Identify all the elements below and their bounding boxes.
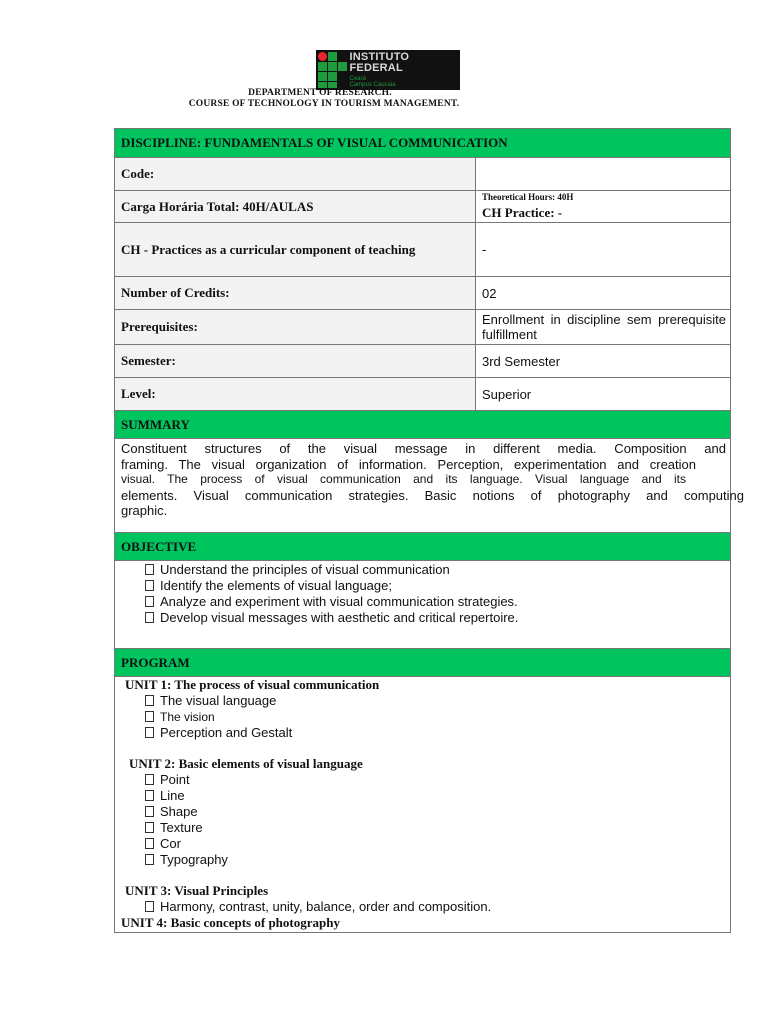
course-heading: COURSE OF TECHNOLOGY IN TOURISM MANAGEMENT. xyxy=(188,99,460,109)
bullet-box-icon xyxy=(145,822,154,833)
unit-1-title: UNIT 1: The process of visual communication xyxy=(125,677,380,692)
level-row xyxy=(115,378,730,411)
prerequisites-value: Enrollment in discipline sem prerequisite fulfillment xyxy=(482,312,726,342)
code-label: Code: xyxy=(115,158,476,190)
objective-item: Analyze and experiment with visual communication strategies. xyxy=(115,594,730,610)
summary-line: framing. The visual organization of information. Perception, experimentation and creation xyxy=(121,456,696,472)
ch-practices-value: - xyxy=(482,242,487,257)
objective-heading: OBJECTIVE xyxy=(121,539,197,554)
credits-label: Number of Credits: xyxy=(115,277,476,309)
summary-line: visual. The process of visual communication and its language. Visual language and its xyxy=(121,472,686,486)
summary-line: elements. Visual communication strategies. Basic notions of photography and computing xyxy=(121,487,744,503)
summary-line: Constituent structures of the visual message in different media. Composition and xyxy=(121,441,726,456)
unit-3-item: Harmony, contrast, unity, balance, order and composition. xyxy=(115,899,730,915)
prerequisites-row xyxy=(115,310,730,345)
unit-2-item: Typography xyxy=(115,852,730,868)
bullet-box-icon xyxy=(145,596,154,607)
summary-heading-row xyxy=(115,411,730,439)
objective-item: Understand the principles of visual communication xyxy=(115,562,730,578)
bullet-box-icon xyxy=(145,612,154,623)
summary-line: graphic. xyxy=(121,503,168,518)
unit-2-item: Line xyxy=(115,788,730,804)
logo-title: INSTITUTO FEDERAL xyxy=(349,51,410,74)
semester-label: Semester: xyxy=(115,345,476,377)
prerequisites-label: Prerequisites: xyxy=(115,310,476,344)
code-row xyxy=(115,158,730,191)
unit-2-item: Shape xyxy=(115,804,730,820)
program-heading: PROGRAM xyxy=(121,655,190,670)
discipline-title: DISCIPLINE: FUNDAMENTALS OF VISUAL COMMUNICATION xyxy=(121,135,508,150)
code-value xyxy=(476,158,730,190)
objective-heading-row xyxy=(115,533,730,561)
logo-subtitle-campus: Campus Caucaia xyxy=(349,82,396,88)
logo-grid-icon xyxy=(318,52,347,88)
bullet-box-icon xyxy=(145,901,154,912)
ch-practice: CH Practice: - xyxy=(482,205,563,220)
level-value: Superior xyxy=(482,386,532,402)
institute-logo xyxy=(316,50,460,90)
summary-content xyxy=(115,439,744,533)
program-content xyxy=(115,677,730,932)
bullet-box-icon xyxy=(145,838,154,849)
unit-1-item: The vision xyxy=(115,709,730,725)
bullet-box-icon xyxy=(145,774,154,785)
ch-practices-label: CH - Practices as a curricular component of teaching xyxy=(115,223,476,276)
unit-1-item: Perception and Gestalt xyxy=(115,725,730,741)
objective-item: Identify the elements of visual language; xyxy=(115,578,730,594)
unit-3-title: UNIT 3: Visual Principles xyxy=(125,883,269,898)
objective-content xyxy=(115,561,730,649)
discipline-row xyxy=(115,129,730,158)
ch-total-row xyxy=(115,191,730,223)
semester-value: 3rd Semester xyxy=(482,353,561,369)
semester-row xyxy=(115,345,730,378)
theoretical-hours: Theoretical Hours: 40H xyxy=(482,192,574,202)
unit-2-title: UNIT 2: Basic elements of visual language xyxy=(129,756,363,771)
unit-4-title: UNIT 4: Basic concepts of photography xyxy=(121,915,340,930)
logo-subtitle-state: Ceará xyxy=(349,76,366,82)
unit-2-item: Texture xyxy=(115,820,730,836)
unit-2-item: Point xyxy=(115,772,730,788)
bullet-box-icon xyxy=(145,727,154,738)
credits-row xyxy=(115,277,730,310)
bullet-box-icon xyxy=(145,806,154,817)
ch-total-label: Carga Horária Total: 40H/AULAS xyxy=(115,191,476,222)
program-heading-row xyxy=(115,649,730,677)
department-heading: DEPARTMENT OF RESEARCH. xyxy=(248,88,392,98)
bullet-box-icon xyxy=(145,854,154,865)
level-label: Level: xyxy=(115,378,476,410)
unit-1-item: The visual language xyxy=(115,693,730,709)
bullet-box-icon xyxy=(145,580,154,591)
bullet-box-icon xyxy=(145,695,154,706)
syllabus-table xyxy=(114,128,744,933)
summary-heading: SUMMARY xyxy=(121,417,190,432)
ch-practices-row xyxy=(115,223,730,277)
unit-2-item: Cor xyxy=(115,836,730,852)
bullet-box-icon xyxy=(145,790,154,801)
credits-value: 02 xyxy=(482,285,497,301)
bullet-box-icon xyxy=(145,564,154,575)
bullet-box-icon xyxy=(145,711,154,722)
objective-item: Develop visual messages with aesthetic and critical repertoire. xyxy=(115,610,730,626)
